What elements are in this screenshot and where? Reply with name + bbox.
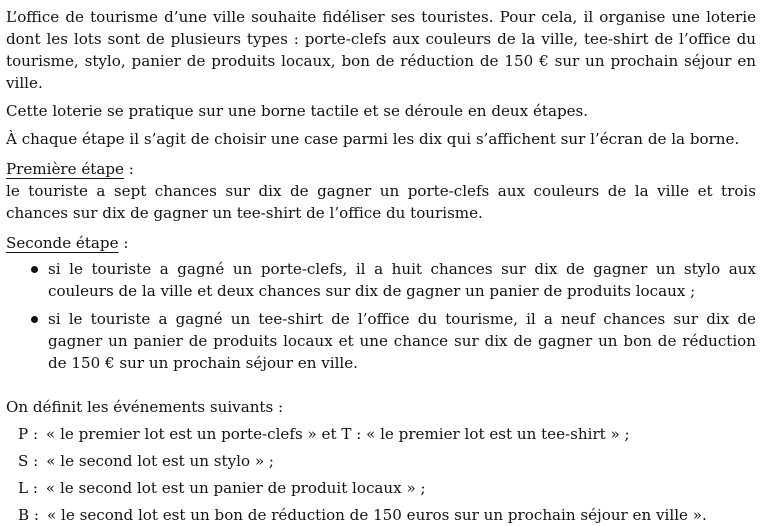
events-intro: On définit les événements suivants :	[6, 398, 284, 416]
list-item	[6, 308, 756, 374]
event-code: S :	[18, 452, 39, 470]
intro-paragraph: L’office de tourisme d’une ville souhaite fidéliser ses touristes. Pour cela, il organise une loterie dont les lots sont de plusieurs types : porte-clefs aux couleurs de la ville, tee-shirt de l’office du tourisme, stylo, panier de produits locaux, bon de réduction de 150 € sur un prochain séjour en ville.	[6, 8, 756, 92]
event-text: « le second lot est un stylo » ;	[46, 452, 274, 470]
list-item	[6, 258, 756, 302]
step2-title: Seconde étape	[6, 234, 119, 252]
bullet-text: si le touriste a gagné un porte-clefs, il a huit chances sur dix de gagner un stylo aux couleurs de la ville et deux chances sur dix de gagner un panier de produits locaux ;	[48, 260, 756, 300]
step1-colon: :	[123, 160, 134, 178]
step-rule: À chaque étape il s’agit de choisir une case parmi les dix qui s’affichent sur l’écran de la borne.	[6, 130, 740, 148]
lottery-description: Cette loterie se pratique sur une borne tactile et se déroule en deux étapes.	[6, 102, 589, 120]
event-text: « le second lot est un bon de réduction de 150 euros sur un prochain séjour en ville ».	[46, 506, 707, 524]
event-s	[6, 450, 756, 472]
step1-text: le touriste a sept chances sur dix de gagner un porte-clefs aux couleurs de la ville et trois chances sur dix de gagner un tee-shirt de l’office du tourisme.	[6, 182, 756, 222]
event-l	[6, 477, 756, 499]
event-code: L :	[18, 479, 38, 497]
exercise-document	[6, 6, 756, 526]
step2-heading	[6, 232, 756, 254]
bullet-icon	[31, 266, 38, 273]
step2-colon: :	[118, 234, 129, 252]
step2-bullet-list	[6, 258, 756, 374]
bullet-text: si le touriste a gagné un tee-shirt de l’office du tourisme, il a neuf chances sur dix de gagner un panier de produits locaux et une chance sur dix de gagner un bon de réduction de 150 € sur un prochain séjour en ville.	[48, 310, 756, 372]
step1-title: Première étape	[6, 160, 124, 178]
event-code: B :	[18, 506, 39, 524]
step1-heading	[6, 158, 756, 180]
event-text: « le premier lot est un porte-clefs » et T : « le premier lot est un tee-shirt » ;	[46, 425, 630, 443]
event-text: « le second lot est un panier de produit locaux » ;	[45, 479, 426, 497]
bullet-icon	[31, 316, 38, 323]
events-list	[6, 423, 756, 526]
event-code: P :	[18, 425, 39, 443]
event-p-t	[6, 423, 756, 445]
